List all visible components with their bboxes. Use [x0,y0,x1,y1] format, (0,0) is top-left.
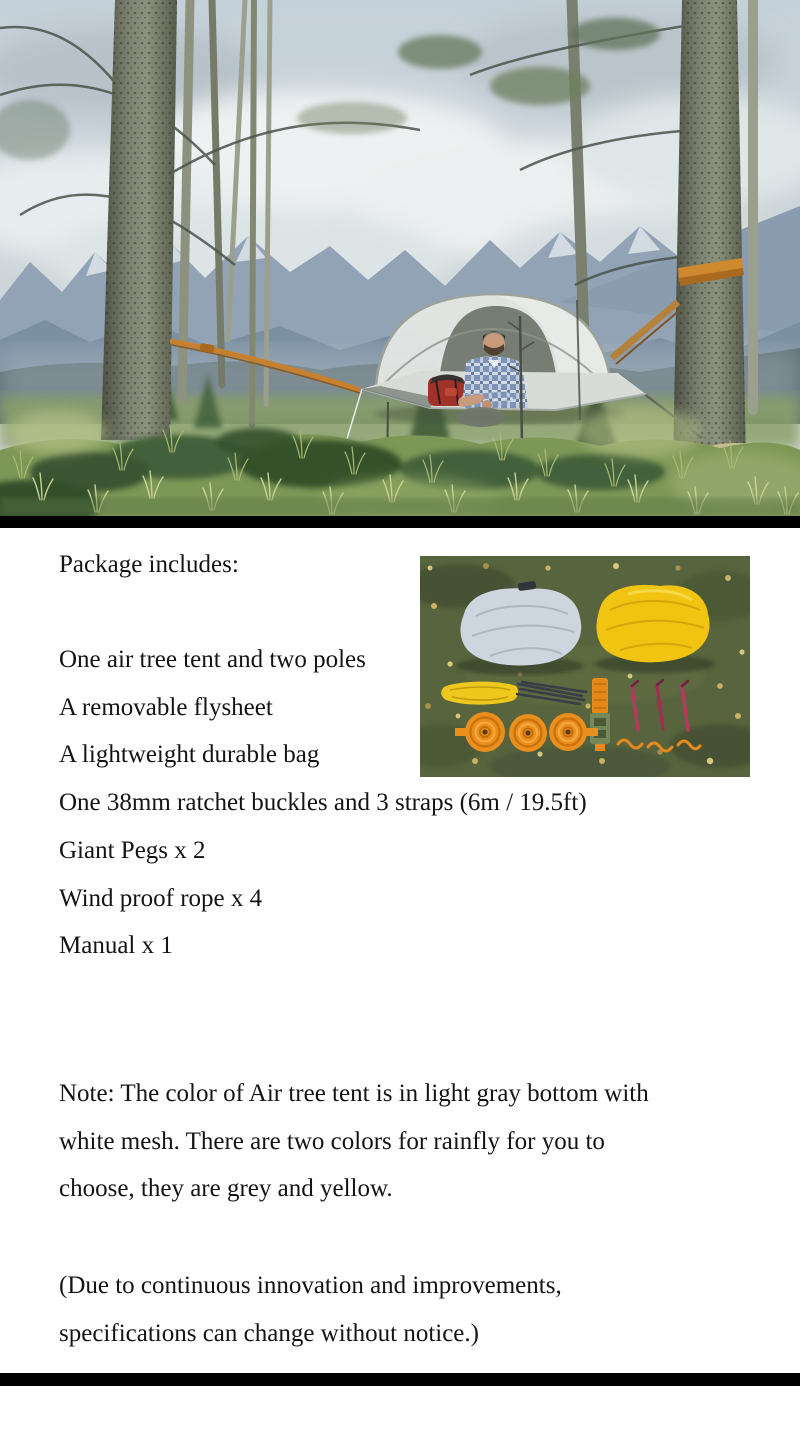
disclaimer-line: specifications can change without notice.) [59,1319,479,1347]
right-tree-trunk [673,0,746,465]
package-item: One 38mm ratchet buckles and 3 straps (6m / 19.5ft) [59,789,587,817]
package-title: Package includes: [59,551,239,578]
note-line: white mesh. There are two colors for rainfly for you to [59,1127,605,1155]
hero-photo-illustration [0,0,800,516]
package-item: One air tree tent and two poles [59,646,366,673]
man-knee [457,407,505,427]
package-list [59,636,587,970]
note-line: Note: The color of Air tree tent is in light gray bottom with [59,1080,649,1107]
disclaimer-line: (Due to continuous innovation and improvements, [59,1272,562,1299]
disclaimer-paragraph [59,1262,562,1357]
package-item: Giant Pegs x 2 [59,836,206,864]
note-paragraph [59,1070,649,1213]
package-item: Manual x 1 [59,932,173,960]
package-item: A lightweight durable bag [59,741,320,769]
divider-bar-bottom [0,1373,800,1386]
note-line: choose, they are grey and yellow. [59,1175,393,1203]
package-item: A removable flysheet [59,693,273,721]
package-item: Wind proof rope x 4 [59,884,263,912]
hero-photo [0,0,800,516]
ratchet-strap [590,678,610,751]
folded-rainfly-bundle [595,585,715,673]
divider-bar-top [0,516,800,528]
